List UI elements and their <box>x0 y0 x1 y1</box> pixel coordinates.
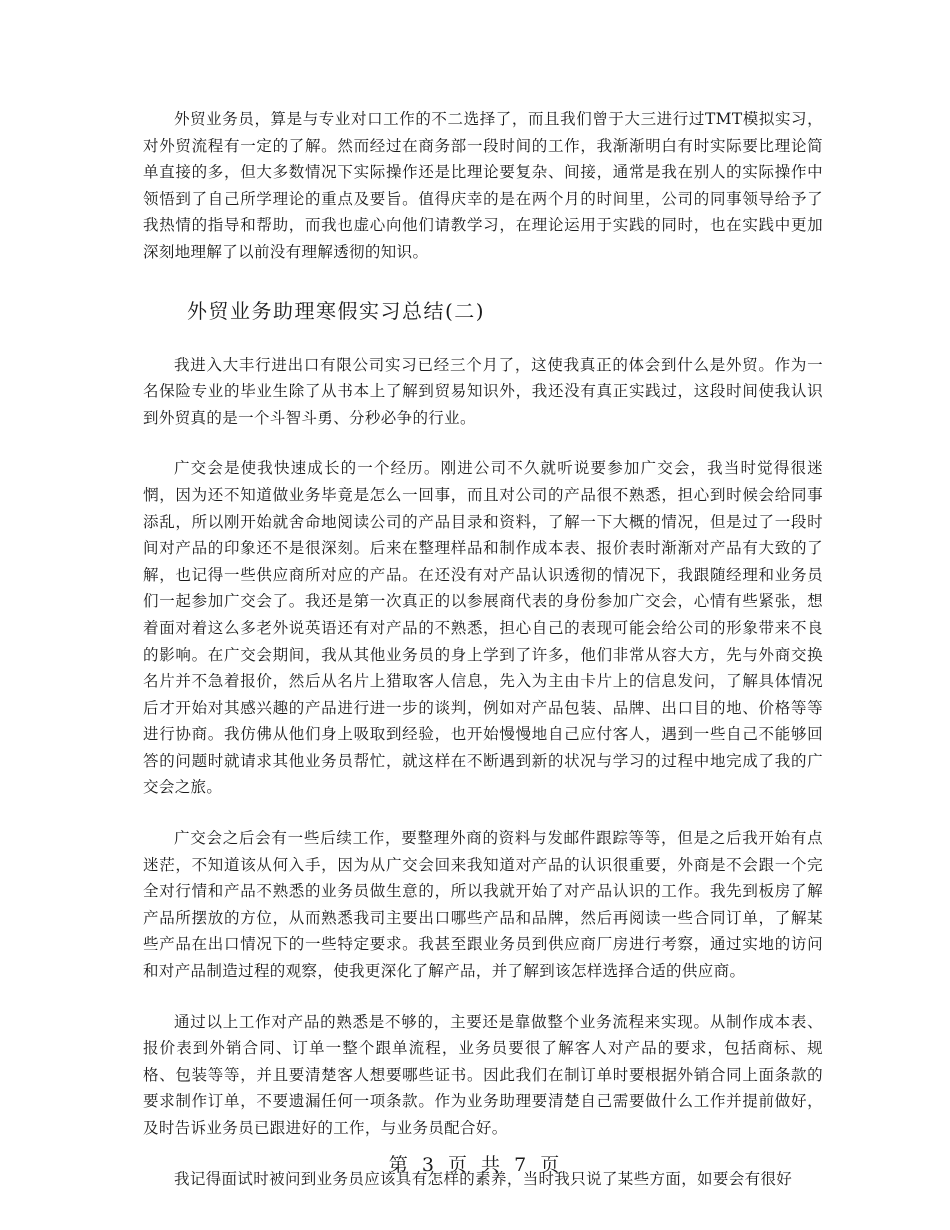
paragraph: 通过以上工作对产品的熟悉是不够的，主要还是靠做整个业务流程来实现。从制作成本表、报价表到外销合同、订单一整个跟单流程，业务员要很了解客人对产品的要求，包括商标、规格、包装等等，并且要清楚客人想要哪些证书。因此我们在制订单时要根据外销合同上面条款的要求制作订单，不要遗漏任何一项条款。作为业务助理要清楚自己需要做什么工作并提前做好，及时告诉业务员已跟进好的工作，与业务员配合好。 <box>143 1012 823 1137</box>
page-footer <box>0 1150 950 1177</box>
footer-label-di: 第 <box>388 1154 410 1176</box>
footer-label-ye: 页 <box>447 1154 469 1176</box>
paragraph-intro: 外贸业务员，算是与专业对口工作的不二选择了，而且我们曾于大三进行过TMT模拟实习，对外贸流程有一定的了解。然而经过在商务部一段时间的工作，我渐渐明白有时实际要比理论简单直接的多，但大多数情况下实际操作还是比理论要复杂、间接，通常是我在别人的实际操作中领悟到了自己所学理论的重点及要旨。值得庆幸的是在两个月的时间里，公司的同事领导给予了我热情的指导和帮助，而我也虚心向他们请教学习，在理论运用于实践的同时，也在实践中更加深刻地理解了以前没有理解透彻的知识。 <box>143 110 823 261</box>
paragraph: 广交会之后会有一些后续工作，要整理外商的资料与发邮件跟踪等等，但是之后我开始有点迷茫，不知道该从何入手，因为从广交会回来我知道对产品的认识很重要，外商是不会跟一个完全对行情和产品不熟悉的业务员做生意的，所以我就开始了对产品认识的工作。我先到板房了解产品所摆放的方位，从而熟悉我司主要出口哪些产品和品牌，然后再阅读一些合同订单，了解某些产品在出口情况下的一些特定要求。我甚至跟业务员到供应商厂房进行考察，通过实地的访问和对产品制造过程的观察，使我更深化了解产品，并了解到该怎样选择合适的供应商。 <box>143 829 823 981</box>
footer-label-ye2: 页 <box>540 1154 562 1176</box>
footer-label-gong: 共 <box>481 1154 503 1176</box>
paragraph: 广交会是使我快速成长的一个经历。刚进公司不久就听说要参加广交会，我当时觉得很迷惘，因为还不知道做业务毕竟是怎么一回事，而且对公司的产品很不熟悉，担心到时候会给同事添乱，所以刚开始就舍命地阅读公司的产品目录和资料，了解一下大概的情况，但是过了一段时间对产品的印象还不是很深刻。后来在整理样品和制作成本表、报价表时渐渐对产品有大致的了解，也记得一些供应商所对应的产品。在还没有对产品认识透彻的情况下，我跟随经理和业务员们一起参加广交会了。我还是第一次真正的以参展商代表的身份参加广交会，心情有些紧张，想着面对着这么多老外说英语还有对产品的不熟悉，担心自己的表现可能会给公司的形象带来不良的影响。在广交会期间，我从其他业务员的身上学到了许多，他们非常从容大方，先与外商交换名片并不急着报价，然后从名片上猎取客人信息，先入为主由卡片上的信息发问，了解具体情况后才开始对其感兴趣的产品进行进一步的谈判，例如对产品包装、品牌、出口目的地、价格等等进行协商。我仿佛从他们身上吸取到经验，也开始慢慢地自己应付客人，遇到一些自己不能够回答的问题时就请求其他业务员帮忙，就这样在不断遇到新的状况与学习的过程中地完成了我的广交会之旅。 <box>143 459 823 797</box>
section-heading: 外贸业务助理寒假实习总结(二) <box>187 298 486 323</box>
paragraph: 我记得面试时被问到业务员应该具有怎样的素养，当时我只说了某些方面，如要会有很好 <box>174 1169 793 1188</box>
paragraph: 我进入大丰行进出口有限公司实习已经三个月了，这使我真正的体会到什么是外贸。作为一名保险专业的毕业生除了从书本上了解到贸易知识外，我还没有真正实践过，这段时间使我认识到外贸真的是一个斗智斗勇、分秒必争的行业。 <box>143 355 823 427</box>
document-body <box>143 106 823 1192</box>
current-page-number: 3 <box>421 1154 436 1176</box>
total-pages-number: 7 <box>514 1154 529 1176</box>
